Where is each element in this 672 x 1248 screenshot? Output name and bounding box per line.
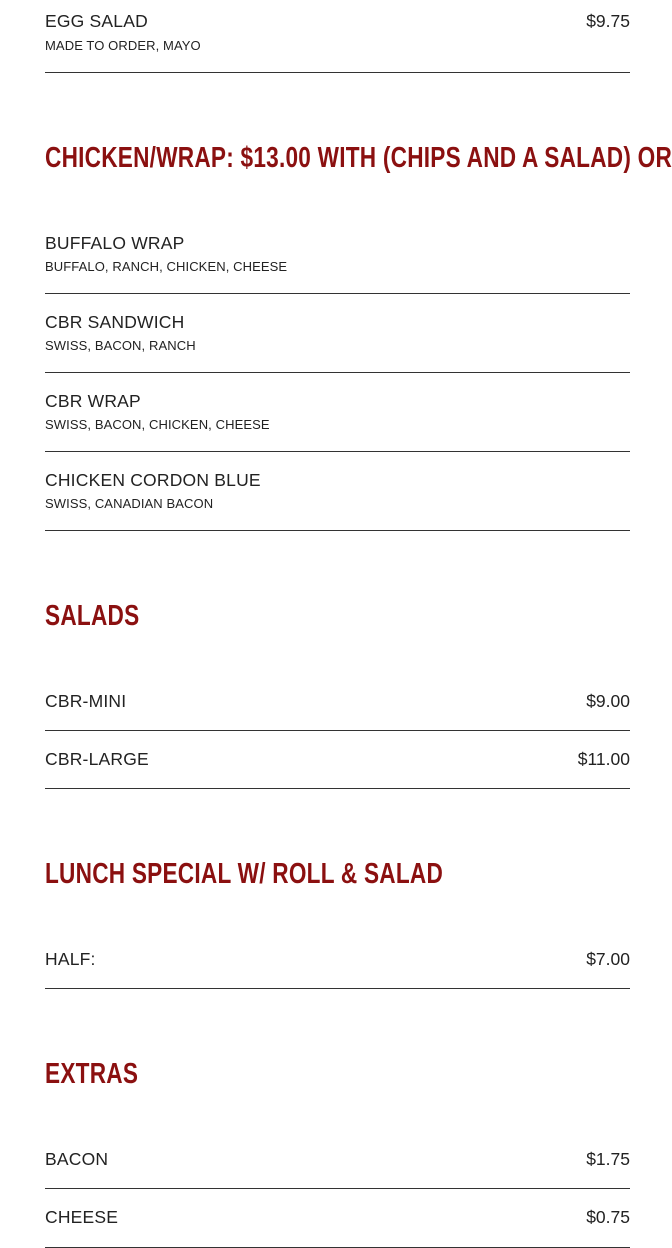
menu-item-cheese	[45, 1189, 630, 1248]
menu-item-name: BUFFALO WRAP	[45, 233, 185, 253]
menu-item-price: $11.00	[577, 749, 630, 769]
section-title-chicken-wrap: CHICKEN/WRAP: $13.00 WITH (CHIPS AND A SALAD) OR	[45, 142, 672, 174]
menu-item-price: $1.75	[586, 1149, 630, 1169]
menu-item-cbr-wrap	[45, 373, 630, 452]
menu-item-chicken-cordon-blue	[45, 452, 630, 531]
menu-item-description: MADE TO ORDER, MAYO	[45, 38, 201, 53]
menu-item-cbr-large	[45, 731, 630, 789]
section-title-lunch-special: LUNCH SPECIAL W/ ROLL & SALAD	[45, 858, 444, 890]
menu-item-description: SWISS, BACON, CHICKEN, CHEESE	[45, 417, 270, 432]
menu-item-name: CBR-MINI	[45, 691, 127, 711]
menu-item-name: CBR SANDWICH	[45, 312, 185, 332]
menu-item-egg-salad	[45, 0, 630, 73]
menu-item-buffalo-wrap	[45, 220, 630, 294]
section-title-salads: SALADS	[45, 600, 140, 632]
menu-item-cbr-mini	[45, 672, 630, 731]
menu-item-description: SWISS, BACON, RANCH	[45, 338, 196, 353]
menu-item-name: CBR-LARGE	[45, 749, 149, 769]
menu-item-name: EGG SALAD	[45, 11, 148, 31]
menu-item-half	[45, 930, 630, 989]
menu-item-bacon	[45, 1130, 630, 1189]
menu-item-description: SWISS, CANADIAN BACON	[45, 496, 214, 511]
menu-item-name: CHICKEN CORDON BLUE	[45, 470, 261, 490]
section-title-extras: EXTRAS	[45, 1058, 139, 1090]
menu-item-name: BACON	[45, 1149, 109, 1169]
menu-item-name: HALF:	[45, 949, 96, 969]
menu-item-price: $0.75	[586, 1207, 630, 1227]
menu-item-price: $9.75	[586, 11, 630, 31]
menu-item-name: CBR WRAP	[45, 391, 141, 411]
menu-item-cbr-sandwich	[45, 294, 630, 373]
menu-item-name: CHEESE	[45, 1207, 119, 1227]
menu-item-description: BUFFALO, RANCH, CHICKEN, CHEESE	[45, 259, 288, 274]
menu-item-price: $9.00	[586, 691, 630, 711]
menu-item-price: $7.00	[586, 949, 630, 969]
